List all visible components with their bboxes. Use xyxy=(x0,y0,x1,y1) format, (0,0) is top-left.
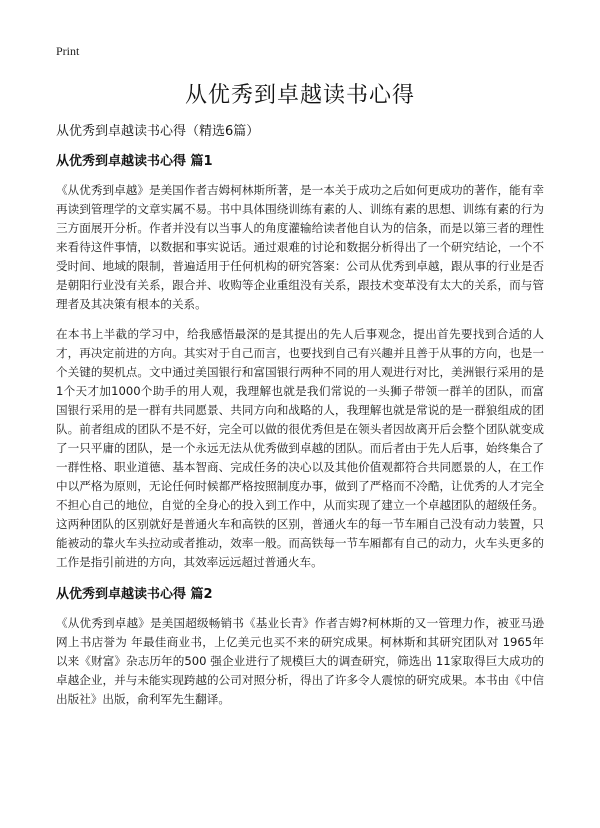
section-heading: 从优秀到卓越读书心得 篇2 xyxy=(56,587,213,602)
paragraph: 在本书上半截的学习中，给我感悟最深的是其提出的先人后事观念，提出首先要找到合适的人才，再决定前进的方向。其实对于自己而言，也要找到自己有兴趣并且善于从事的方向，也是一个关键的契机点。文中通过美国银行和富国银行两种不同的用人观进行对比，美洲银行采用的是1个天才加1000个助手的用人观，我理解也就是我们常说的一头狮子带领一群羊的团队，而富国银行采用的是一群有共同愿景、共同方向和战略的人，我理解也就是常说的是一群狼组成的团队。前者组成的团队不是不好，完全可以做的很优秀但是在领头者因故离开后会整个团队就变成了一只平庸的团队，是一个永远无法从优秀做到卓越的团队。而后者由于先人后事，始终集合了一群性格、职业道德、基本智商、完成任务的决心以及其他价值观都符合共同愿景的人，在工作中以严格为原则，无论任何时候都严格按照制度办事，做到了严格而不冷酷，让优秀的人才完全不担心自己的地位，自觉的全身心的投入到工作中，从而实现了建立一个卓越团队的超级任务。这两种团队的区别就好是普通火车和高铁的区别，普通火车的每一节车厢自己没有动力装置，只能被动的靠火车头拉动或者推动，效率一般。而高铁每一节车厢都有自己的动力，火车头更多的工作是指引前进的方向，其效率远远超过普通火车。 xyxy=(56,327,544,569)
paragraph: 《从优秀到卓越》是美国超级畅销书《基业长青》作者吉姆?柯林斯的又一管理力作，被亚马逊网上书店誉为 年最佳商业书，上亿美元也买不来的研究成果。柯林斯和其研究团队对 1965年以来《财富》杂志历年的500 强企业进行了规模巨大的调查研究，筛选出 11家取得巨大成功的卓越企业，并与未能实现跨越的公司对照分析，得出了许多令人震惊的研究成果。本书由《中信出版社》出版，俞利军先生翻译。 xyxy=(56,616,544,706)
print-link[interactable]: Print xyxy=(56,44,80,58)
section-2 xyxy=(56,583,544,709)
document-subtitle: 从优秀到卓越读书心得（精选6篇） xyxy=(56,124,260,139)
section-heading: 从优秀到卓越读书心得 篇1 xyxy=(56,154,213,169)
section-1 xyxy=(56,150,544,572)
article-body xyxy=(56,150,544,720)
page-title: 从优秀到卓越读书心得 xyxy=(184,83,415,108)
paragraph: 《从优秀到卓越》是美国作者吉姆柯林斯所著，是一本关于成功之后如何更成功的著作，能有幸再读到管理学的文章实属不易。书中具体围绕训练有素的人、训练有素的思想、训练有素的行为三方面展开分析。作者并没有以当事人的角度灌输给读者他自认为的信条，而是以第三者的理性来看待这件事情，以数据和事实说话。通过艰难的讨论和数据分析得出了一个研究结论，一个不受时间、地域的限制，普遍适用于任何机构的研究答案：公司从优秀到卓越，跟从事的行业是否是朝阳行业没有关系，跟合并、收购等企业重组没有关系，跟技术变革没有太大的关系，而与管理者及其决策有根本的关系。 xyxy=(56,183,544,311)
